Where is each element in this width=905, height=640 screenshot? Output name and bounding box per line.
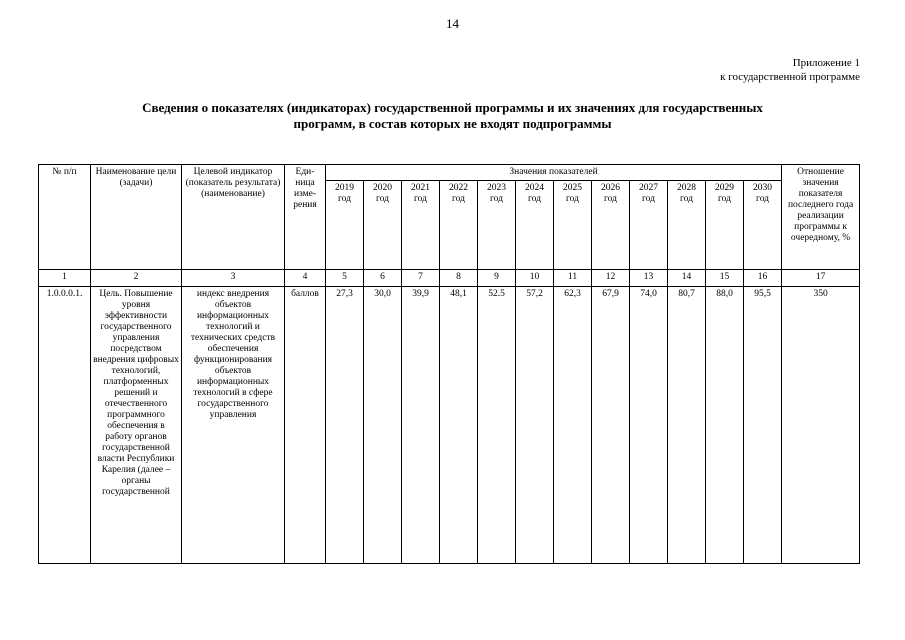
year-header: 2019 год <box>326 181 364 270</box>
document-title-line-2: программ, в состав которых не входят подпрограммы <box>293 116 612 131</box>
row-code: 1.0.0.0.1. <box>39 287 91 564</box>
header-ratio: Отношение значения показателя последнего года реализации программы к очередному, % <box>782 165 860 270</box>
year-header: 2025 год <box>554 181 592 270</box>
column-number: 12 <box>592 270 630 287</box>
appendix-note <box>720 56 860 84</box>
row-value: 62,3 <box>554 287 592 564</box>
column-number: 10 <box>516 270 554 287</box>
row-value: 30,0 <box>364 287 402 564</box>
column-number: 2 <box>91 270 182 287</box>
column-number: 14 <box>668 270 706 287</box>
header-num: № п/п <box>39 165 91 270</box>
row-value: 88,0 <box>706 287 744 564</box>
row-unit: баллов <box>285 287 326 564</box>
column-number: 3 <box>182 270 285 287</box>
row-value: 95,5 <box>744 287 782 564</box>
column-number: 4 <box>285 270 326 287</box>
row-value: 39,9 <box>402 287 440 564</box>
column-number: 8 <box>440 270 478 287</box>
header-values: Значения показателей <box>326 165 782 181</box>
column-number: 13 <box>630 270 668 287</box>
column-numbers-row <box>39 270 860 287</box>
year-header: 2029 год <box>706 181 744 270</box>
row-value: 57,2 <box>516 287 554 564</box>
column-number: 1 <box>39 270 91 287</box>
appendix-line-1: Приложение 1 <box>792 57 860 69</box>
year-header: 2030 год <box>744 181 782 270</box>
row-indicator: индекс внедрения объектов информационных технологий и технических средств обеспечения функционирования объектов информационных технологий в сфере государственного управления <box>182 287 285 564</box>
table-row <box>39 287 860 564</box>
column-number: 9 <box>478 270 516 287</box>
row-value: 52.5 <box>478 287 516 564</box>
header-unit: Еди- ница изме- рения <box>285 165 326 270</box>
row-value: 74,0 <box>630 287 668 564</box>
year-header: 2024 год <box>516 181 554 270</box>
row-value: 27,3 <box>326 287 364 564</box>
appendix-line-2: к государственной программе <box>720 71 860 83</box>
column-number: 6 <box>364 270 402 287</box>
year-header: 2020 год <box>364 181 402 270</box>
year-header: 2022 год <box>440 181 478 270</box>
column-number: 16 <box>744 270 782 287</box>
column-number: 15 <box>706 270 744 287</box>
header-indicator: Целевой индикатор (показатель результата) (наименование) <box>182 165 285 270</box>
row-goal: Цель. Повышение уровня эффективности государственного управления посредством внедрения цифровых технологий, платформенных решений и отечественного программного обеспечения в работу органов государственной власти Республики Карелия (далее – органы государственной <box>91 287 182 564</box>
document-title-line-1: Сведения о показателях (индикаторах) государственной программы и их значениях для государственных <box>142 100 763 115</box>
year-header: 2027 год <box>630 181 668 270</box>
row-value: 67,9 <box>592 287 630 564</box>
row-value: 80,7 <box>668 287 706 564</box>
document-title <box>60 100 845 132</box>
year-header: 2028 год <box>668 181 706 270</box>
year-header: 2026 год <box>592 181 630 270</box>
year-header: 2023 год <box>478 181 516 270</box>
row-ratio: 350 <box>782 287 860 564</box>
column-number: 5 <box>326 270 364 287</box>
header-goal: Наименование цели (задачи) <box>91 165 182 270</box>
column-number: 7 <box>402 270 440 287</box>
year-header: 2021 год <box>402 181 440 270</box>
row-value: 48,1 <box>440 287 478 564</box>
indicators-table <box>38 164 860 564</box>
page-number: 14 <box>446 16 459 31</box>
header-row <box>39 165 860 181</box>
column-number: 17 <box>782 270 860 287</box>
column-number: 11 <box>554 270 592 287</box>
